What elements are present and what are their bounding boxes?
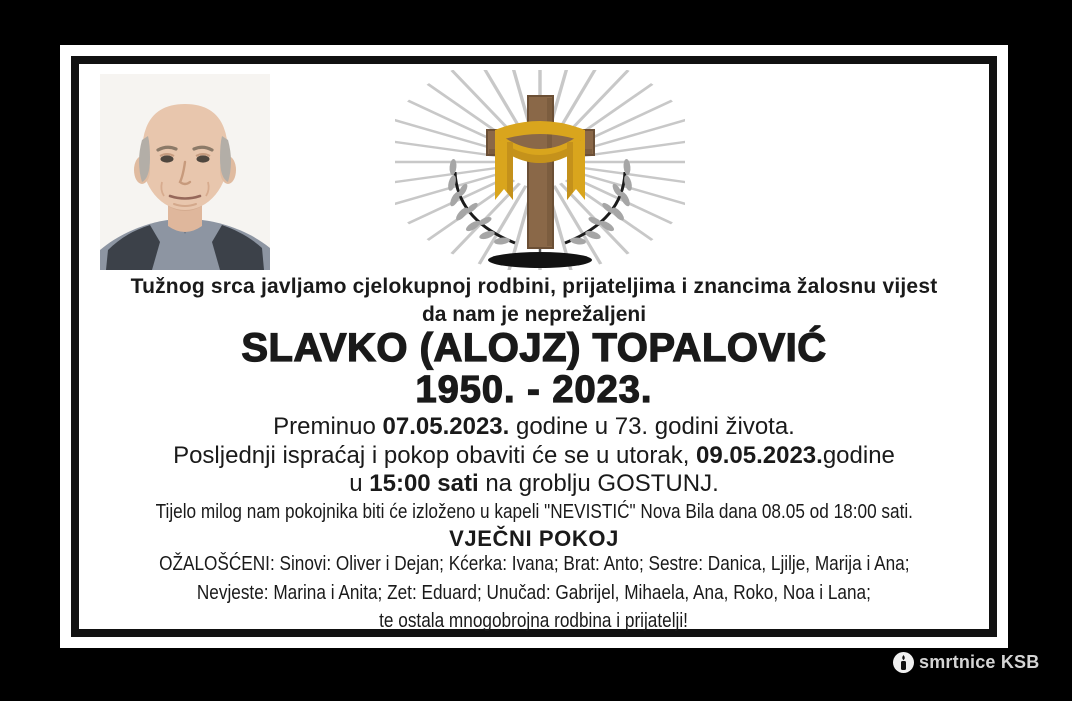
funeral-date-line: [79, 442, 989, 470]
death-line-suffix: godine u 73. godini života.: [509, 413, 795, 440]
intro-line-2: da nam je neprežaljeni: [421, 303, 647, 326]
funeral-time-prefix: u: [349, 470, 370, 497]
eternal-rest-line: VJEČNI POKOJ: [449, 526, 619, 551]
death-date-line: [79, 413, 989, 441]
candle-icon: [893, 652, 914, 673]
funeral-line-prefix: Posljednji ispraćaj i pokop obaviti će se u utorak,: [173, 442, 697, 469]
card-content: [79, 64, 989, 632]
viewing-text: Tijelo milog nam pokojnika biti će izloženo u kapeli "NEVISTIĆ" Nova Bila dana 08.05 od 18:00 sati.: [155, 501, 913, 523]
mourners-line-3: [79, 610, 989, 633]
viewing-line: [79, 501, 989, 524]
cross-laurel-icon: [395, 70, 685, 270]
deceased-portrait-photo: [100, 74, 270, 270]
mourners-line-1: [79, 553, 989, 576]
mourners-text-1: OŽALOŠĆENI: Sinovi: Oliver i Dejan; Kćerka: Ivana; Brat: Anto; Sestre: Danica, Ljilje, Marija i Ana;: [158, 553, 910, 575]
funeral-place: na groblju GOSTUNJ.: [478, 470, 719, 497]
mourners-text-2: Nevjeste: Marina i Anita; Zet: Eduard; Unučad: Gabrijel, Mihaela, Ana, Roko, Noa i Lana;: [196, 582, 872, 604]
funeral-time-line: [79, 470, 989, 498]
intro-line-1: Tužnog srca javljamo cjelokupnoj rodbini, prijateljima i znancima žalosnu vijest: [130, 275, 938, 298]
mourners-text-3: te ostala mnogobrojna rodbina i prijatelji!: [379, 610, 689, 632]
death-date: 07.05.2023.: [382, 413, 510, 440]
funeral-time: 15:00 sati: [369, 470, 479, 497]
death-line-prefix: Preminuo: [273, 413, 383, 440]
funeral-line-suffix: godine: [822, 442, 895, 469]
watermark-label: smrtnice KSB: [919, 652, 1040, 672]
base-shadow: [488, 252, 592, 268]
deceased-name: SLAVKO (ALOJZ) TOPALOVIĆ: [241, 326, 827, 370]
funeral-date: 09.05.2023.: [696, 442, 823, 469]
deceased-years: 1950. - 2023.: [415, 369, 653, 411]
mourners-line-2: [79, 582, 989, 605]
obituary-card: [60, 45, 1008, 648]
watermark: [893, 652, 1039, 673]
